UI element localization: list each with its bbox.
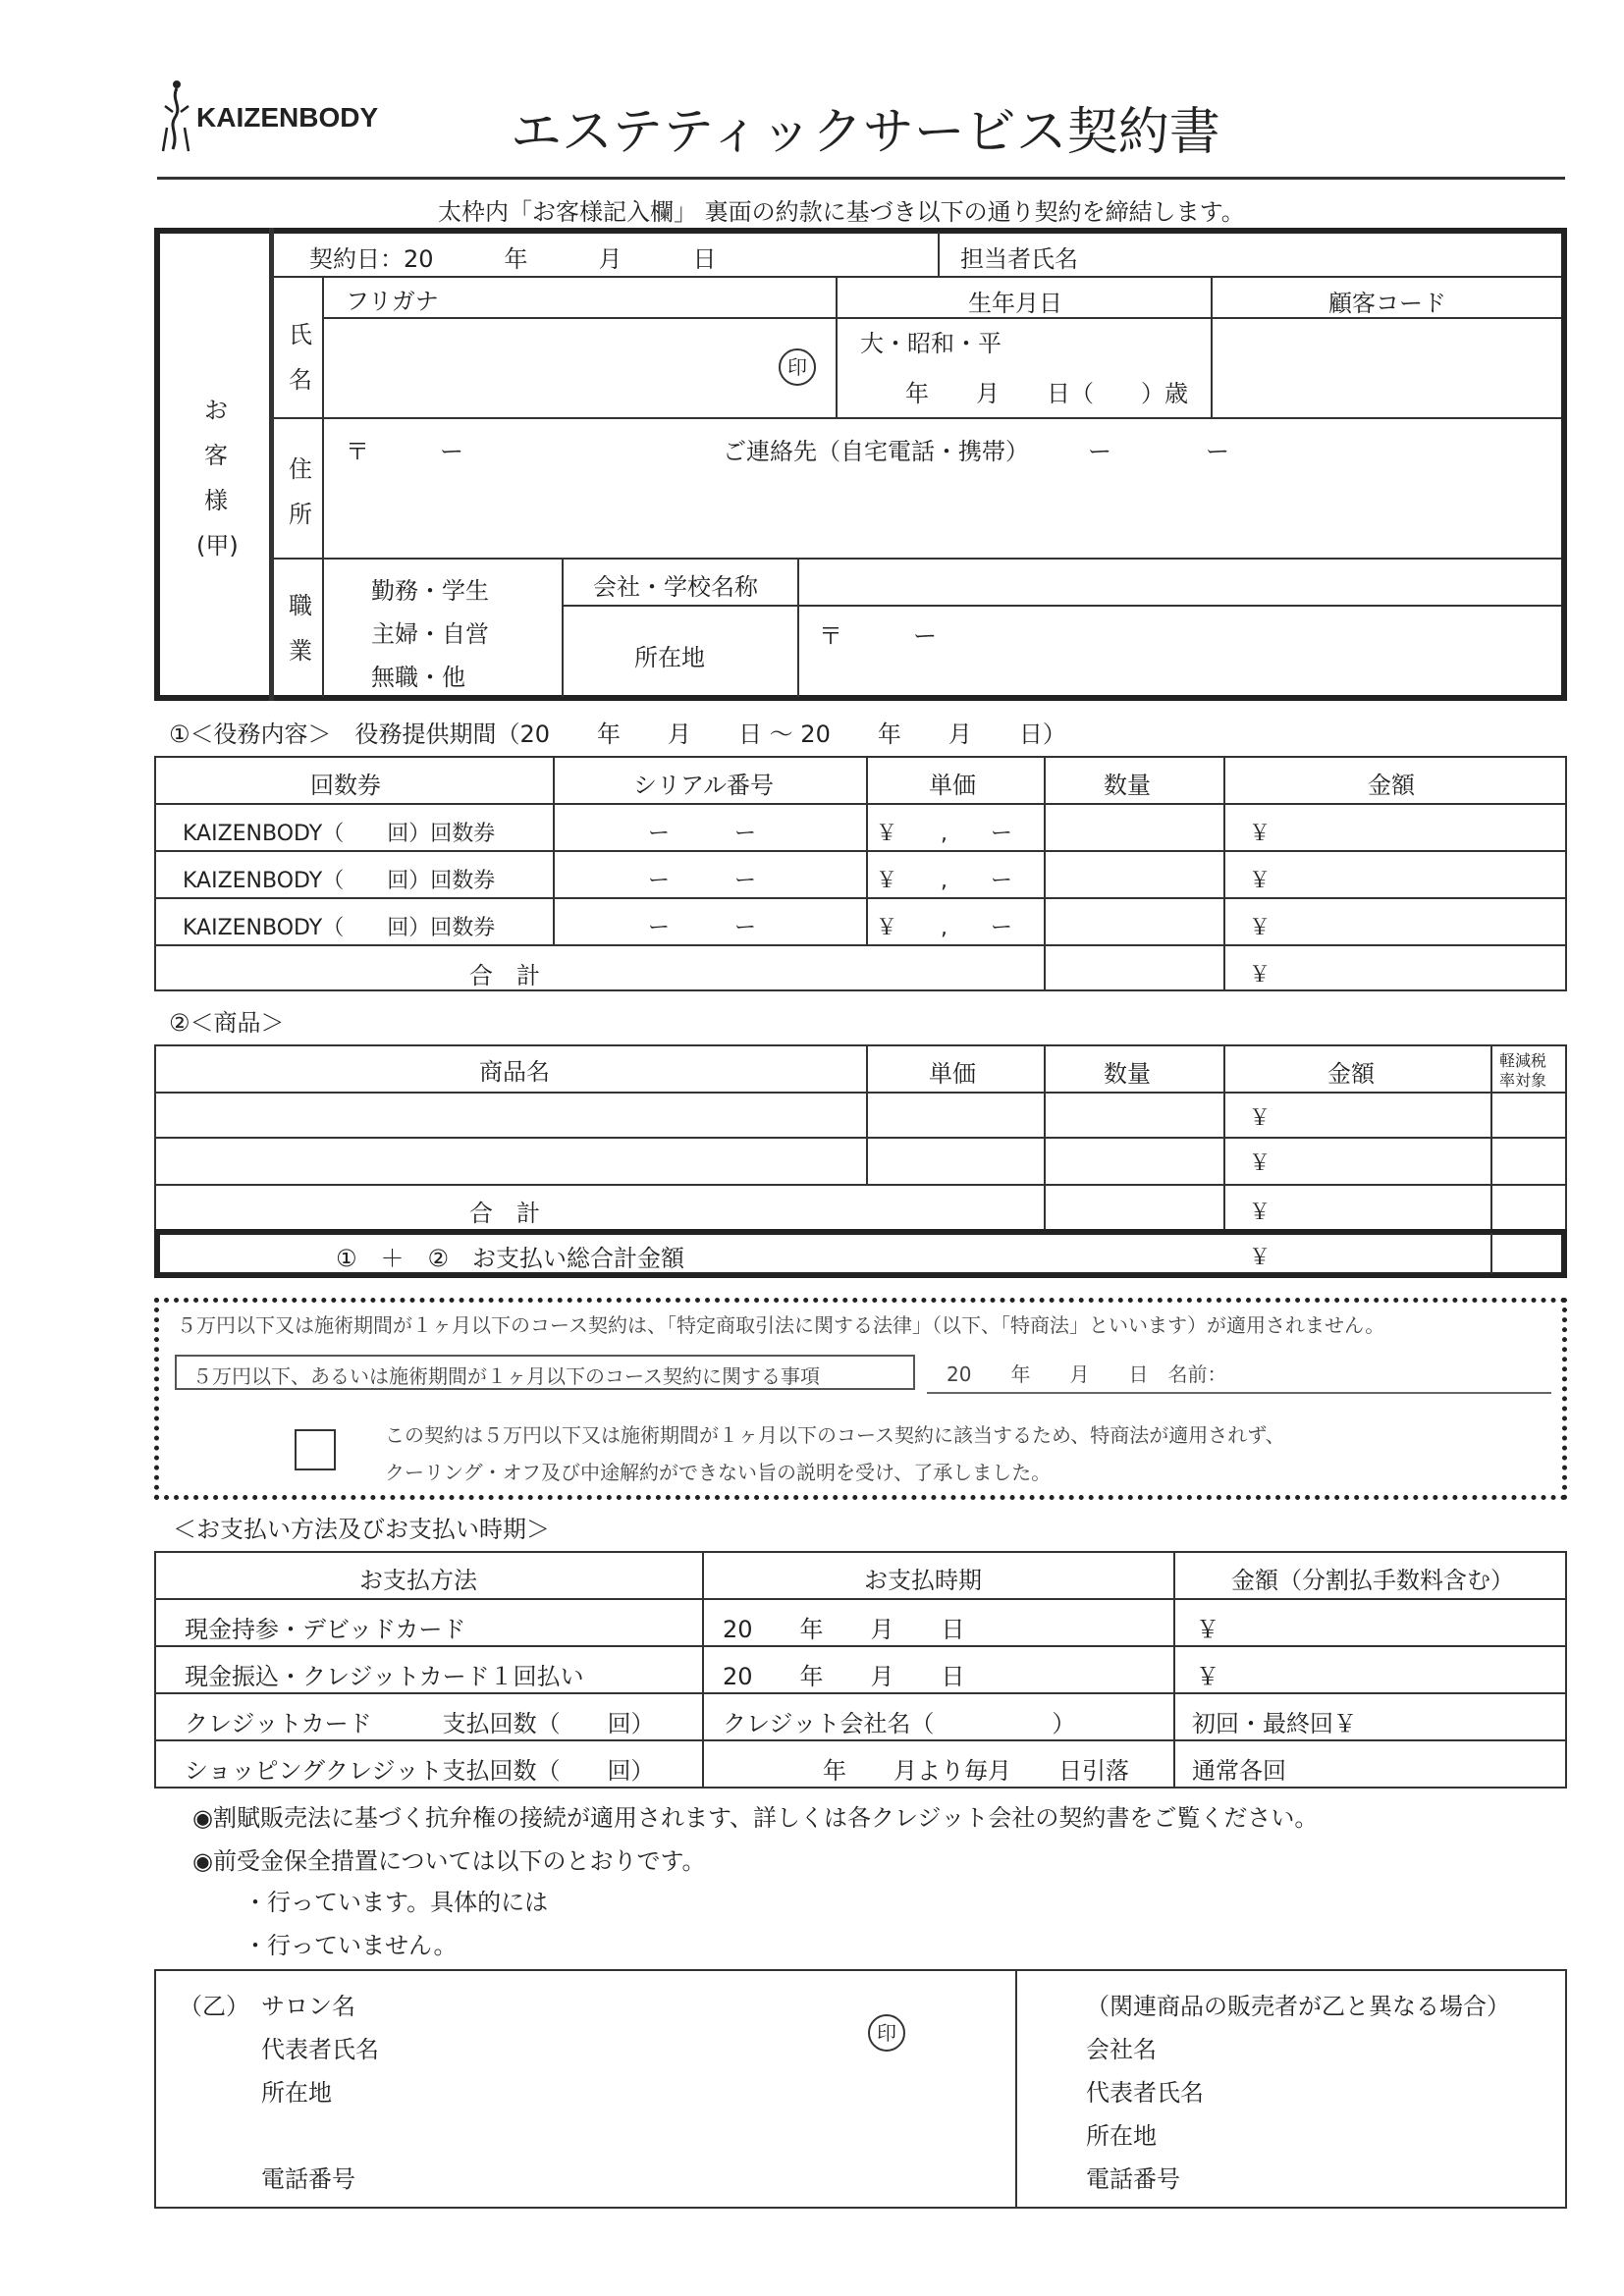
table-row-ticket[interactable]: KAIZENBODY（ 回）回数券	[183, 822, 496, 846]
job-option[interactable]: 主婦・自営	[371, 620, 489, 648]
payment-note-1: ◉割賦販売法に基づく抗弁権の接続が適用されます、詳しくは各クレジット会社の契約書をご覧ください。	[192, 1804, 1319, 1832]
services-total-amount[interactable]: ￥	[1249, 963, 1272, 988]
logo-figure-icon	[157, 77, 196, 155]
contact-phone[interactable]: ご連絡先（自宅電話・携帯） ー ー	[723, 438, 1229, 465]
address-label: 住 所	[289, 455, 312, 528]
salon-name-label: サロン名	[261, 1993, 355, 2020]
staff-name-label: 担当者氏名	[960, 245, 1078, 273]
company-name-label: 会社・学校名称	[593, 573, 758, 601]
salon-rep-label: 代表者氏名	[261, 2036, 379, 2063]
advance-option-no[interactable]: ・行っていません。	[244, 1932, 458, 1959]
postal-code[interactable]: 〒 ー	[346, 438, 463, 465]
job-label: 職 業	[289, 592, 312, 665]
payment-timing[interactable]: 年 月より毎月 日引落	[776, 1757, 1129, 1785]
birth-ymd[interactable]: 年 月 日（ ）歳	[905, 380, 1188, 407]
job-option[interactable]: 勤務・学生	[371, 577, 489, 605]
contract-date[interactable]: 契約日：20 年 月 日	[309, 245, 717, 273]
payment-method[interactable]: 現金持参・デビッドカード	[185, 1616, 466, 1643]
payment-timing[interactable]: 20 年 月 日	[723, 1663, 965, 1690]
col-product-unit: 単価	[929, 1060, 976, 1088]
services-heading: ①＜役務内容＞ 役務提供期間（20 年 月 日 ～ 20 年 月 日）	[169, 721, 1066, 748]
notice-label: ５万円以下、あるいは施術期間が１ヶ月以下のコース契約に関する事項	[192, 1364, 820, 1388]
col-unit-price: 単価	[929, 772, 976, 799]
company-location-label: 所在地	[634, 644, 705, 671]
table-row-serial[interactable]: ー ー	[648, 916, 757, 940]
col-payment-method: お支払方法	[359, 1567, 477, 1594]
payment-timing[interactable]: 20 年 月 日	[723, 1616, 965, 1643]
birth-era: 大・昭和・平	[860, 330, 1001, 357]
table-row-ticket[interactable]: KAIZENBODY（ 回）回数券	[183, 869, 496, 893]
notice-date-name[interactable]: 20 年 月 日 名前：	[947, 1362, 1227, 1386]
grand-total-amount[interactable]: ￥	[1249, 1246, 1272, 1270]
table-row-amount[interactable]: ￥	[1249, 916, 1272, 940]
table-row-amount[interactable]: ￥	[1249, 822, 1272, 846]
seller-company-label: 会社名	[1086, 2036, 1157, 2063]
payment-method[interactable]: 現金振込・クレジットカード１回払い	[185, 1663, 584, 1690]
notice-text: ５万円以下又は施術期間が１ヶ月以下のコース契約は、「特定商取引法に関する法律」（以下、「特商法」といいます）が適用されません。	[177, 1313, 1385, 1337]
table-row-unit[interactable]: ￥ , ー	[876, 822, 1012, 846]
salon-phone-label: 電話番号	[261, 2165, 355, 2193]
col-product-name: 商品名	[479, 1058, 550, 1086]
col-quantity: 数量	[1104, 772, 1151, 799]
job-option[interactable]: 無職・他	[371, 664, 465, 691]
logo	[157, 77, 432, 155]
company-postal[interactable]: 〒 ー	[819, 622, 937, 650]
payment-method[interactable]: クレジットカード 支払回数（ 回）	[185, 1710, 655, 1737]
title-rule	[157, 177, 1565, 180]
products-heading: ②＜商品＞	[169, 1009, 285, 1037]
table-row-serial[interactable]: ー ー	[648, 869, 757, 893]
payment-amount[interactable]: 通常各回	[1192, 1757, 1286, 1785]
services-total-label: 合 計	[469, 962, 540, 989]
col-payment-timing: お支払時期	[864, 1567, 982, 1594]
customer-side-label: お 客 様 (甲)	[196, 397, 239, 560]
table-row-amount[interactable]: ￥	[1249, 1106, 1272, 1131]
products-total-amount[interactable]: ￥	[1249, 1201, 1272, 1225]
col-payment-amount: 金額（分割払手数料含む）	[1231, 1567, 1514, 1594]
grand-total-label: ① ＋ ② お支払い総合計金額	[336, 1245, 685, 1272]
acknowledgement-text-1: この契約は５万円以下又は施術期間が１ヶ月以下のコース契約に該当するため、特商法が適用されず、	[385, 1423, 1285, 1447]
col-reduced-tax-1: 軽減税	[1499, 1051, 1547, 1070]
seller-address-label: 所在地	[1086, 2122, 1157, 2150]
page-title: エステティックサービス契約書	[511, 103, 1220, 162]
col-ticket: 回数券	[310, 772, 381, 799]
table-row-amount[interactable]: ￥	[1249, 869, 1272, 893]
birthdate-header: 生年月日	[968, 290, 1062, 317]
furigana-label: フリガナ	[346, 288, 439, 315]
table-row-unit[interactable]: ￥ , ー	[876, 869, 1012, 893]
col-serial: シリアル番号	[633, 772, 775, 799]
col-product-amount: 金額	[1327, 1060, 1375, 1088]
payment-amount[interactable]: 初回・最終回￥	[1192, 1710, 1357, 1737]
table-row-amount[interactable]: ￥	[1249, 1151, 1272, 1176]
payment-timing[interactable]: クレジット会社名（ ）	[723, 1710, 1076, 1737]
subtitle: 太枠内「お客様記入欄」 裏面の約款に基づき以下の通り契約を締結します。	[438, 198, 1245, 226]
payment-heading: ＜お支払い方法及びお支払い時期＞	[173, 1516, 550, 1543]
salon-seal-icon: 印	[868, 2014, 905, 2052]
products-total-label: 合 計	[469, 1200, 540, 1227]
seller-phone-label: 電話番号	[1086, 2165, 1180, 2193]
salon-party-label: （乙）	[179, 1993, 249, 2020]
salon-address-label: 所在地	[261, 2079, 332, 2107]
table-row-ticket[interactable]: KAIZENBODY（ 回）回数券	[183, 916, 496, 940]
col-product-qty: 数量	[1104, 1060, 1151, 1088]
acknowledgement-checkbox[interactable]	[295, 1429, 336, 1470]
seller-heading: （関連商品の販売者が乙と異なる場合）	[1086, 1993, 1510, 2020]
payment-method[interactable]: ショッピングクレジット支払回数（ 回）	[185, 1757, 655, 1785]
acknowledgement-text-2: クーリング・オフ及び中途解約ができない旨の説明を受け、了承しました。	[385, 1461, 1052, 1484]
logo-text: KAIZENBODY	[196, 102, 379, 133]
customer-seal-icon: 印	[779, 348, 816, 386]
payment-amount[interactable]: ￥	[1196, 1663, 1219, 1690]
col-amount: 金額	[1368, 772, 1415, 799]
customer-code-label: 顧客コード	[1328, 290, 1446, 317]
payment-amount[interactable]: ￥	[1196, 1616, 1219, 1643]
table-row-serial[interactable]: ー ー	[648, 822, 757, 846]
payment-note-2: ◉前受金保全措置については以下のとおりです。	[192, 1847, 706, 1875]
advance-option-yes[interactable]: ・行っています。具体的には	[244, 1889, 549, 1916]
seller-rep-label: 代表者氏名	[1086, 2079, 1204, 2107]
col-reduced-tax-2: 率対象	[1499, 1071, 1547, 1090]
name-label: 氏 名	[289, 321, 312, 394]
table-row-unit[interactable]: ￥ , ー	[876, 916, 1012, 940]
